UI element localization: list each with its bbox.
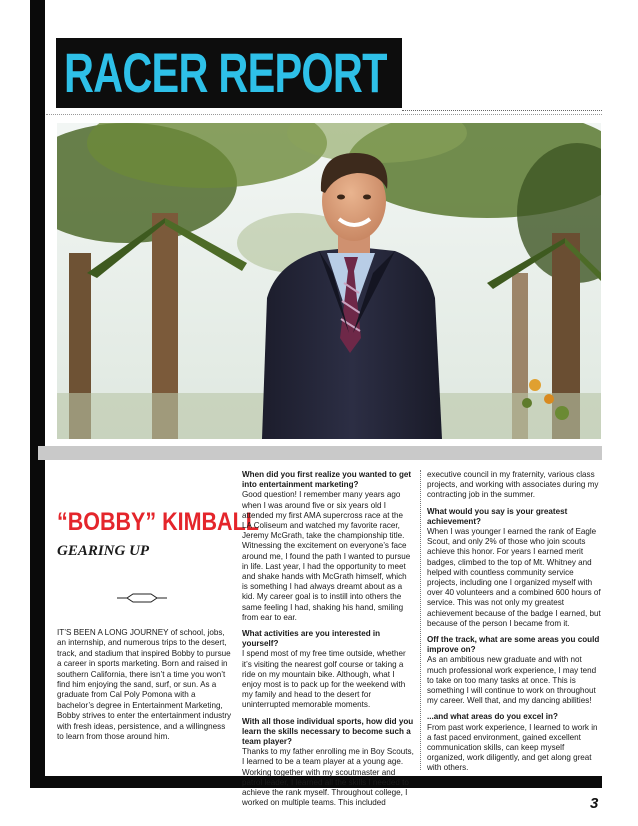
column-dotted-rule: [420, 470, 421, 770]
profile-photo: [57, 123, 601, 439]
page-number: 3: [590, 795, 599, 812]
intro-body: of school, jobs, an internship, and numerous trips to the desert, track, and stadium that inspired Bobby to pursue a career in sports marketing. Born and raised in southern California, there isn’t a time you won’t find him enjoying the sand, surf, or sun. As a graduate from Cal Poly Pomona with a bachelor’s degree in Entertainment Marketing, Bobby strives to enter the entertainment industry with fresh ideas, persistence, and a willingness to learn from those around him.: [57, 628, 232, 742]
intro-lead: IT’S BEEN A LONG JOURNEY: [57, 628, 169, 637]
ornament-divider-icon: [117, 592, 167, 604]
interview-column-1: [242, 470, 414, 808]
question: With all those individual sports, how did you learn the skills necessary to become such a team player?: [242, 716, 414, 747]
title-rule: [402, 110, 602, 111]
question: What would you say is your greatest achievement?: [427, 506, 568, 526]
profile-intro: [57, 628, 233, 742]
answer-continuation: executive council in my fraternity, various class projects, and working with associates during my contracting job in the summer.: [427, 470, 599, 500]
answer: When I was younger I earned the rank of Eagle Scout, and only 2% of those who join scouts achieve this honor. For years I earned merit badges, climbed to the top of Mt. Whitney and helped with countless community service projects, including one I organized myself with over 40 volunteers and a combined 600 hours of service. This was not only my greatest achievement because of the badge I earned, but because of the person I became from it.: [427, 527, 601, 628]
profile-name: “BOBBY” KIMBALL: [57, 508, 259, 536]
question: When did you first realize you wanted to get into entertainment marketing?: [242, 470, 412, 490]
question: Off the track, what are some areas you could improve on?: [427, 635, 600, 655]
answer: From past work experience, I learned to work in a fast paced environment, gained excellent communication skills, can keep myself organized, work diligently, and get along great with others.: [427, 722, 598, 773]
page-title: RACER REPORT: [64, 41, 387, 104]
answer: Good question! I remember many years ago when I was around five or six years old I attended my first AMA supercross race at the LA Coliseum and watched my favorite racer, Jeremy McGrath, take the championship title. Witnessing the excitement on everyone’s face around me, I found the path I wanted to pursue in life. Last year, I had the opportunity to meet and shake hands with McGrath himself, which is something I had always dreamt about as a kid. My career goal is to instill into others the same feeling I had, shaking his hand, smiling from ear to ear.: [242, 490, 411, 622]
left-border-bar: [30, 0, 45, 788]
answer: I spend most of my free time outside, whether it’s visiting the nearest golf course or taking a ride on my mountain bike. Although, what I enjoy most is to pack up for the weekend with my family and head to the desert for uninterrupted memorable moments.: [242, 649, 406, 710]
question: ...and what areas do you excel in?: [427, 712, 558, 722]
question: What activities are you interested in yourself?: [242, 629, 381, 649]
answer: As an ambitious new graduate and with not much professional work experience, I may tend to take on too many tasks at once. This is something I will continue to work on throughout my career. Well that, and my dancing abilities!: [427, 655, 597, 706]
interview-column-2: [427, 470, 601, 780]
title-banner: [56, 38, 402, 108]
answer: Thanks to my father enrolling me in Boy Scouts, I learned to be a team player at a young age. Working together with my scoutmaster and patrol leader, I learned all the skills I needed to achieve the rank myself. Throughout college, I worked on multiple teams. This included: [242, 747, 414, 808]
photo-divider-band: [38, 446, 602, 460]
profile-subhead: GEARING UP: [57, 543, 150, 559]
header-dotted-rule: [46, 114, 602, 115]
